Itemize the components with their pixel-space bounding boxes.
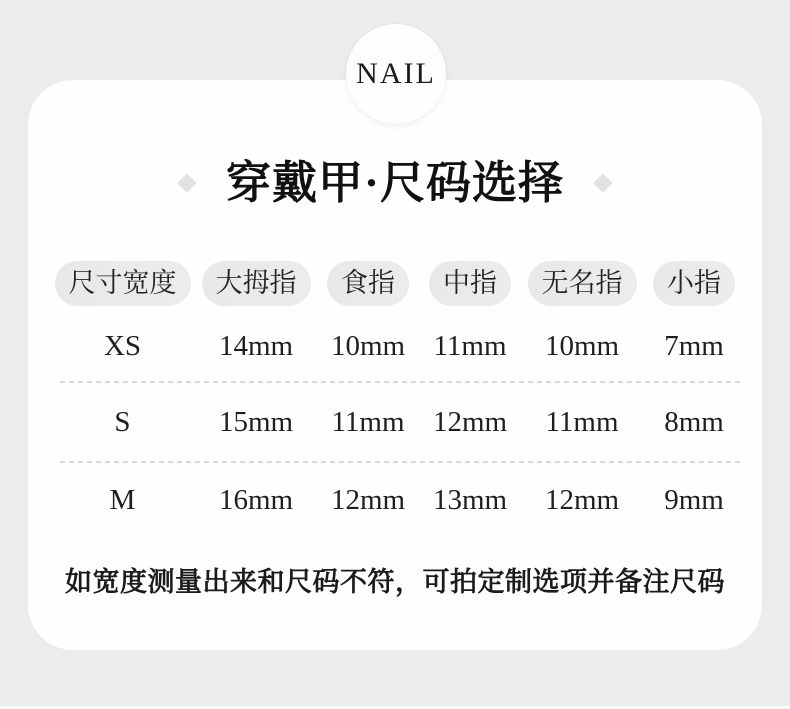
value-thumb: 14mm	[218, 329, 294, 362]
table-row-xs	[55, 327, 750, 365]
header-thumb: 大拇指	[202, 261, 311, 306]
title-row	[0, 158, 790, 208]
value-middle: 13mm	[432, 483, 508, 516]
row-separator	[60, 381, 742, 383]
value-index: 11mm	[331, 405, 405, 438]
size-label: XS	[103, 329, 142, 362]
header-little-finger: 小指	[653, 261, 735, 306]
value-little: 8mm	[664, 405, 724, 438]
value-thumb: 16mm	[218, 483, 294, 516]
size-label: M	[109, 483, 136, 516]
size-mismatch-note: 如宽度测量出来和尺码不符，可拍定制选项并备注尺码	[65, 567, 725, 597]
value-little: 7mm	[664, 329, 724, 362]
table-row-s	[55, 403, 750, 441]
header-index-finger: 食指	[327, 261, 409, 306]
value-index: 12mm	[330, 483, 406, 516]
brand-logo-circle	[346, 24, 446, 124]
value-ring: 11mm	[545, 405, 619, 438]
page-title: 穿戴甲·尺码选择	[225, 158, 564, 208]
value-ring: 10mm	[544, 329, 620, 362]
header-middle-finger: 中指	[429, 261, 511, 306]
header-ring-finger: 无名指	[528, 261, 637, 306]
value-index: 10mm	[330, 329, 406, 362]
brand-logo-text: NAIL	[356, 57, 436, 90]
size-table-header-row	[55, 261, 750, 306]
value-middle: 11mm	[433, 329, 507, 362]
value-thumb: 15mm	[218, 405, 294, 438]
note-row	[0, 564, 790, 600]
value-middle: 12mm	[432, 405, 508, 438]
table-row-m	[55, 481, 750, 519]
value-ring: 12mm	[544, 483, 620, 516]
size-label: S	[114, 405, 131, 438]
header-size-width: 尺寸宽度	[55, 261, 191, 306]
value-little: 9mm	[664, 483, 724, 516]
row-separator	[60, 461, 742, 463]
